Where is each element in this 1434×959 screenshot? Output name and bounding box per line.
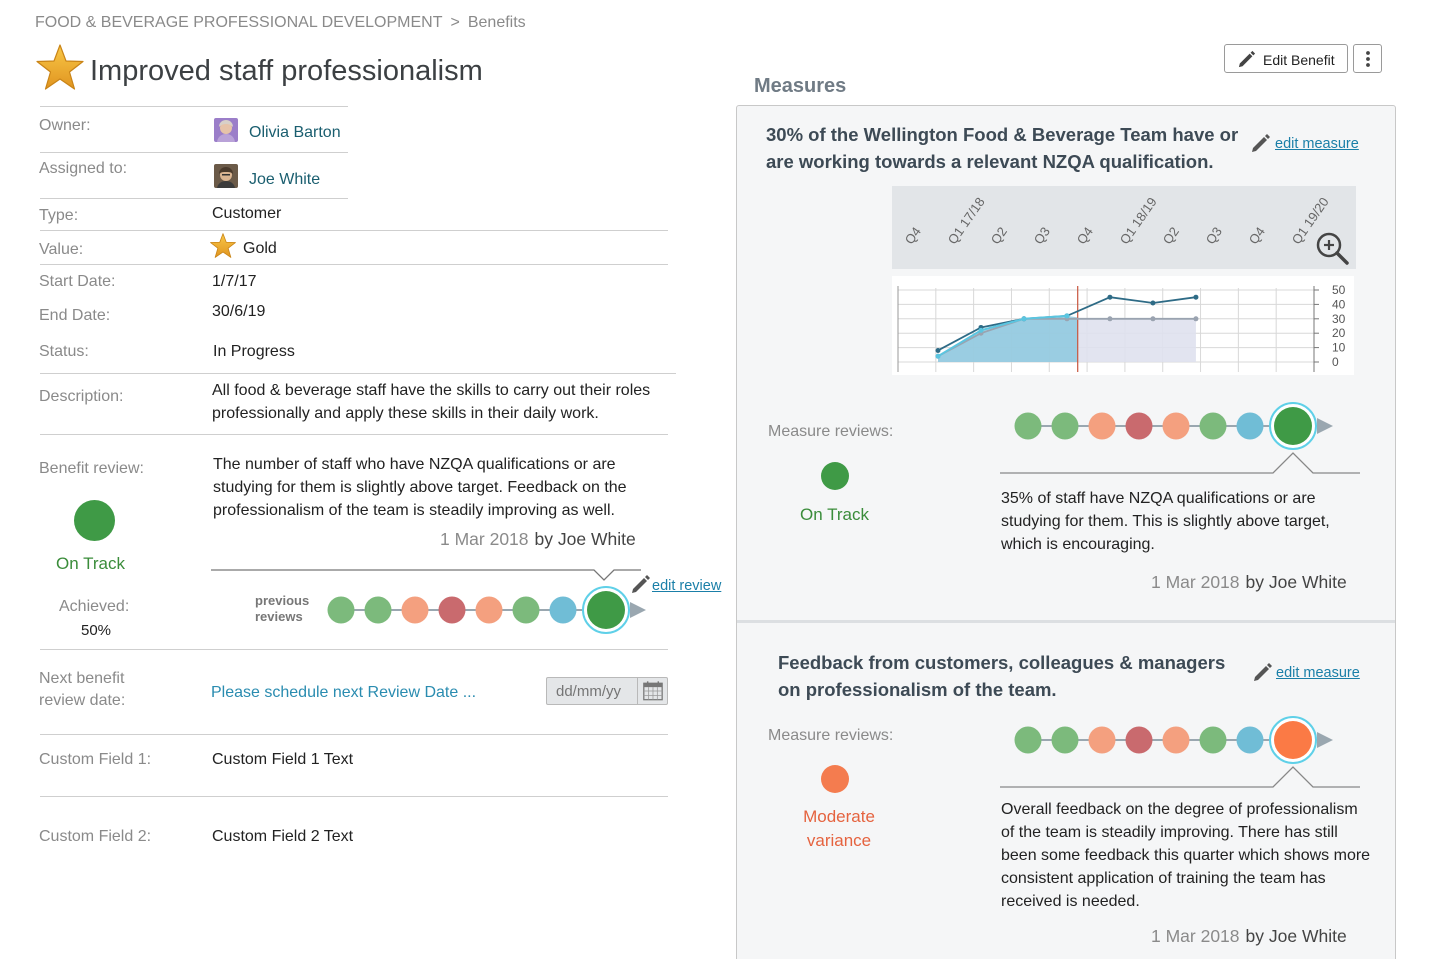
measure-1-review-author: by Joe White: [1245, 572, 1347, 592]
start-date-value: 1/7/17: [212, 273, 257, 290]
benefit-previous-review-dot[interactable]: [550, 597, 577, 624]
measure-2-review-date: 1 Mar 2018: [1151, 926, 1240, 946]
chart-data-point: [936, 354, 941, 359]
measure-1-edit-link[interactable]: edit measure: [1275, 136, 1359, 152]
calendar-icon[interactable]: [637, 678, 667, 704]
custom-field-2-label: Custom Field 2:: [39, 828, 152, 845]
schedule-review-link[interactable]: Please schedule next Review Date ...: [211, 684, 477, 701]
page-title: Improved staff professionalism: [90, 55, 483, 87]
benefit-previous-review-dot[interactable]: [439, 597, 466, 624]
achieved-label: Achieved:: [59, 598, 130, 615]
measures-heading: Measures: [754, 75, 847, 97]
benefit-status-dot: [74, 500, 115, 541]
benefit-review-label: Benefit review:: [39, 460, 144, 477]
chart-data-point: [1107, 316, 1112, 321]
previous-reviews-label: previous reviews: [255, 593, 310, 624]
measure-2-current-review-dot[interactable]: [1274, 721, 1312, 759]
measure-2-previous-review-dot[interactable]: [1200, 727, 1227, 754]
measure-2-status-dot: [821, 765, 849, 793]
chart-quarter-header: [892, 186, 1356, 269]
breadcrumb-parent-link[interactable]: FOOD & BEVERAGE PROFESSIONAL DEVELOPMENT: [35, 14, 443, 31]
pencil-icon: [1250, 133, 1272, 153]
measure-1-previous-review-dot[interactable]: [1237, 413, 1264, 440]
edit-review-link[interactable]: edit review: [652, 578, 722, 594]
measures-divider: [737, 620, 1395, 623]
zoom-in-icon[interactable]: [1314, 230, 1350, 266]
value-label: Value:: [39, 241, 84, 258]
measure-1-previous-review-dot[interactable]: [1200, 413, 1227, 440]
benefit-previous-review-dot[interactable]: [513, 597, 540, 624]
measure-1-status-text: On Track: [800, 505, 869, 524]
measure-2-previous-review-dot[interactable]: [1237, 727, 1264, 754]
measure-2-review-author: by Joe White: [1245, 926, 1347, 946]
type-label: Type:: [39, 207, 79, 224]
chart-x-tick-label: Q4: [1073, 224, 1096, 247]
chart-data-point: [1193, 295, 1198, 300]
measure-1-current-review-dot[interactable]: [1274, 407, 1312, 445]
vertical-dots-icon: [1363, 50, 1373, 68]
measure-2-review-meta: [1151, 926, 1347, 947]
benefit-current-review-dot[interactable]: [587, 591, 625, 629]
chart-data-point: [1193, 316, 1198, 321]
measure-1-previous-review-dot[interactable]: [1163, 413, 1190, 440]
measure-1-previous-review-dot[interactable]: [1015, 413, 1042, 440]
value-value: Gold: [243, 240, 277, 257]
chart-x-tick-label: Q3: [1030, 224, 1053, 247]
measure-2-title: Feedback from customers, colleagues & managers on professionalism of the team.: [778, 652, 1226, 700]
chart-x-tick-label: Q1 17/18: [944, 194, 988, 247]
measure-2-reviews-label: Measure reviews:: [768, 727, 894, 744]
chart-data-point: [936, 348, 941, 353]
measure-1-previous-review-dot[interactable]: [1089, 413, 1116, 440]
owner-avatar: [214, 118, 238, 142]
chart-data-point: [1064, 313, 1069, 318]
measure-2-previous-review-dot[interactable]: [1126, 727, 1153, 754]
owner-label: Owner:: [39, 117, 91, 134]
description-text: All food & beverage staff have the skills to carry out their roles professionally and apply these skills in their daily work.: [212, 382, 651, 422]
measure-1-timeline: [1000, 398, 1360, 480]
timeline-arrow: [1317, 418, 1333, 434]
chart-data-point: [978, 328, 983, 333]
end-date-value: 30/6/19: [212, 303, 266, 320]
measure-1-reviews-label: Measure reviews:: [768, 423, 894, 440]
gold-star-icon: [36, 44, 84, 90]
measure-2-edit-link[interactable]: edit measure: [1276, 665, 1360, 681]
assigned-link[interactable]: Joe White: [249, 171, 321, 188]
measure-1-review-meta: [1151, 572, 1347, 593]
start-date-label: Start Date:: [39, 273, 116, 290]
measure-2-previous-review-dot[interactable]: [1163, 727, 1190, 754]
benefit-review-meta: [440, 529, 636, 550]
breadcrumb: [35, 14, 526, 32]
edit-benefit-button[interactable]: [1224, 44, 1348, 73]
measure-2-review-text: Overall feedback on the degree of professionalism of the team is steadily improving. There has still been some feedback this quarter which shows more consistent application of training the team has received is needed.: [1001, 801, 1371, 910]
benefit-review-timeline: [320, 584, 670, 636]
measure-1-previous-review-dot[interactable]: [1126, 413, 1153, 440]
chart-y-tick-label: 20: [1332, 326, 1346, 341]
chart-x-tick-label: Q4: [1245, 224, 1268, 247]
measure-2-previous-review-dot[interactable]: [1015, 727, 1042, 754]
breadcrumb-separator: >: [450, 14, 460, 31]
assigned-avatar: [214, 164, 238, 188]
benefit-previous-review-dot[interactable]: [365, 597, 392, 624]
owner-link[interactable]: Olivia Barton: [249, 124, 341, 141]
measure-2-previous-review-dot[interactable]: [1052, 727, 1079, 754]
value-star-icon: [210, 233, 236, 258]
breadcrumb-current-link[interactable]: Benefits: [467, 14, 526, 31]
measure-1-title: 30% of the Wellington Food & Beverage Team have or are working towards a relevant NZQA qualification.: [766, 124, 1239, 172]
benefit-review-date: 1 Mar 2018: [440, 529, 529, 549]
chart-x-tick-label: Q2: [1159, 224, 1182, 247]
review-date-input[interactable]: [547, 678, 637, 704]
custom-field-1-label: Custom Field 1:: [39, 751, 152, 768]
chart-x-tick-label: Q2: [987, 224, 1010, 247]
benefit-status-text: On Track: [56, 554, 125, 573]
chart-x-tick-label: Q1 18/19: [1116, 194, 1160, 247]
chart-y-tick-label: 50: [1332, 283, 1346, 297]
chart-data-point: [1150, 300, 1155, 305]
measure-1-review-text: 35% of staff have NZQA qualifications or are studying for them. This is slightly above target, which is encouraging.: [1001, 490, 1330, 553]
measure-2-timeline: [1000, 710, 1360, 792]
custom-field-2-value: Custom Field 2 Text: [212, 828, 354, 845]
measure-1-previous-review-dot[interactable]: [1052, 413, 1079, 440]
more-options-button[interactable]: [1353, 44, 1382, 73]
assigned-label: Assigned to:: [39, 160, 128, 177]
pencil-icon: [1237, 50, 1257, 68]
chart-y-tick-label: 0: [1332, 355, 1339, 369]
review-date-field: [546, 677, 668, 705]
status-label: Status:: [39, 343, 89, 360]
timeline-arrow: [630, 602, 646, 618]
benefit-previous-review-dot[interactable]: [476, 597, 503, 624]
measure-1-chart: [892, 276, 1354, 375]
chart-data-point: [1021, 316, 1026, 321]
chart-data-point: [1150, 316, 1155, 321]
measure-2-status-text: Moderate variance: [803, 807, 875, 850]
description-label: Description:: [39, 388, 124, 405]
timeline-arrow: [1317, 732, 1333, 748]
edit-benefit-label: Edit Benefit: [1263, 52, 1335, 68]
benefit-previous-review-dot[interactable]: [402, 597, 429, 624]
status-value: In Progress: [213, 343, 295, 360]
pencil-icon: [1252, 662, 1274, 682]
custom-field-1-value: Custom Field 1 Text: [212, 751, 354, 768]
measure-1-status-dot: [821, 462, 849, 490]
chart-y-tick-label: 10: [1332, 340, 1346, 355]
benefit-previous-review-dot[interactable]: [328, 597, 355, 624]
chart-x-tick-label: Q1 19/20: [1288, 194, 1332, 247]
chart-x-tick-label: Q3: [1202, 224, 1225, 247]
pencil-icon: [630, 574, 652, 594]
achieved-value: 50%: [81, 622, 112, 639]
benefit-review-text: The number of staff who have NZQA qualifications or are studying for them is slightly above target. Feedback on the professionalism of the team is steadily improving as well.: [213, 456, 627, 519]
type-value: Customer: [212, 205, 282, 222]
measure-2-previous-review-dot[interactable]: [1089, 727, 1116, 754]
next-review-label: Next benefit review date:: [39, 670, 126, 709]
benefit-review-author: by Joe White: [534, 529, 636, 549]
end-date-label: End Date:: [39, 307, 111, 324]
chart-x-tick-label: Q4: [901, 224, 924, 247]
measure-1-review-date: 1 Mar 2018: [1151, 572, 1240, 592]
chart-data-point: [1107, 295, 1112, 300]
chart-y-tick-label: 40: [1332, 297, 1346, 312]
chart-y-tick-label: 30: [1332, 311, 1346, 326]
